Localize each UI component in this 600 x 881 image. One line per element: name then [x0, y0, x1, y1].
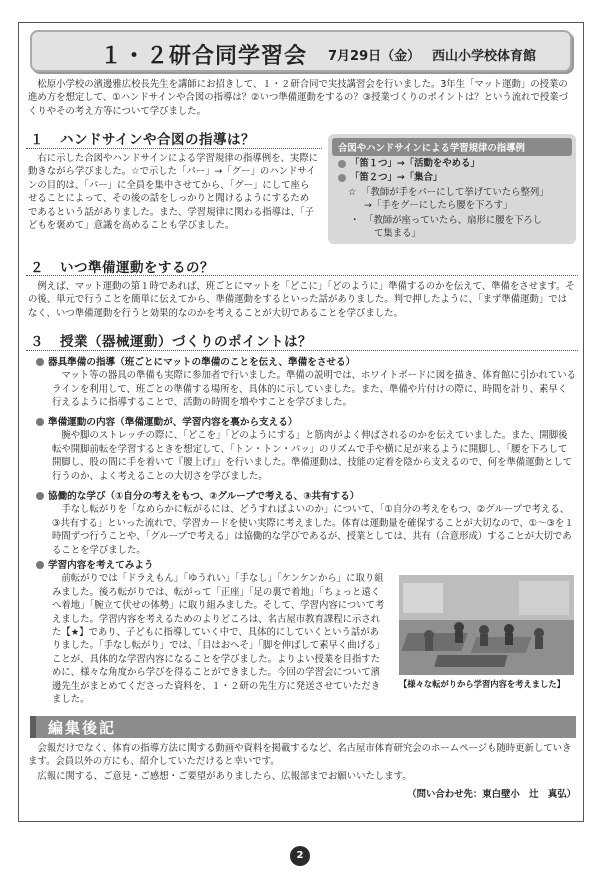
- section1-heading: [30, 128, 255, 148]
- sidebox-line-3: ☆ 「教師が手をパーにして挙げていたら整列」: [348, 187, 549, 198]
- section2-title: いつ準備運動をするの？: [60, 260, 214, 276]
- bullet-dot-icon: [36, 358, 44, 366]
- point-title: 協働的な学び（①自分の考えをもつ、②グループで考える、③共有する）: [28, 490, 576, 503]
- editorial-text-2: 広報に関する、ご意見・ご感想・ご要望がありましたら、広報部までお願いいたします。: [37, 771, 412, 782]
- bullet-dot-icon: [36, 492, 44, 500]
- section3-title: 授業（器械運動）づくりのポイントは？: [60, 334, 312, 350]
- event-venue: 西山小学校体育館: [432, 49, 537, 64]
- title-banner: [30, 30, 572, 72]
- photo-caption: 【様々な転がりから学習内容を考えました】: [399, 679, 565, 689]
- point-body: マット等の器具の準備も実際に参加者で行いました。準備の説明では、ホワイトボードに図を描き、体育館に引かれているラインを利用して、班ごとの準備する場所を、具体的に示していました。また、準備や片付けの際に、時間を計り、素早く行えるように指導することで、活動の時間を増やすことを学びました。: [52, 370, 576, 409]
- section2-heading: [30, 256, 214, 276]
- contact-info: （問い合わせ先：東白壁小 辻 真弘）: [407, 789, 576, 800]
- section1-title: ハンドサインや合図の指導は？: [60, 132, 256, 148]
- sidebox-title: 合図やハンドサインによる学習規律の指導例: [332, 138, 572, 156]
- point-item-collaborative: [28, 490, 576, 557]
- point-body: 手なし転がりを「なめらかに転がるには、どうすればよいのか」について、「①自分の考えをもつ、②グループで考える、③共有する」といった流れで、学習カードを使い実際に考えました。体育は運動量を確保することが大切なので、①～③を１時間ずつ行うことや、「グループで考える」は協働的な学びであるが、授業としては、共有（合意形成）することが大切であることを学びました。: [52, 504, 574, 556]
- point-item-equipment: [28, 356, 576, 410]
- event-date: 7月29日（金）: [328, 49, 421, 64]
- sidebox-line-6: て集まる」: [374, 228, 421, 239]
- sidebox-line-1: 「笛１つ」→「活動をやめる」: [338, 158, 480, 171]
- section2-rule: [26, 275, 578, 276]
- section1-number: １: [30, 132, 44, 148]
- point-title: 準備運動の内容（準備運動が、学習内容を裏から支える）: [28, 416, 576, 429]
- bullet-dot-icon: [338, 174, 346, 182]
- point-title: 器具準備の指導（班ごとにマットの準備のことを伝え、準備をさせる）: [28, 356, 576, 369]
- bullet-dot-icon: [36, 561, 44, 569]
- sidebox-line-5: ・ 「教師が座っていたら、扇形に腰を下ろし: [350, 215, 543, 226]
- bullet-dot-icon: [338, 160, 346, 168]
- sidebox-line-4: →「手をグーにしたら腰を下ろす」: [364, 200, 513, 211]
- page-title: １・２研合同学習会: [100, 44, 308, 69]
- section3-number: ３: [30, 334, 44, 350]
- editorial-banner: [30, 716, 576, 738]
- section3-heading: [30, 330, 312, 350]
- section2-number: ２: [30, 260, 44, 276]
- section1-text: 右に示した合図やハンドサインによる学習規律の指導例を、実際に動きながら学びました。☆で示した「パー」→「グー」のハンドサインの目的は、「パー」に全員を集中させてから、「グー」にして座らせることによって、その後の話をしっかりと聞けるようにするためであるという話がありました。また、学習規律に関わる指導は、「子どもを褒めて」意識を高めることも学びました。: [28, 153, 318, 232]
- page-number: 2: [290, 846, 310, 866]
- section1-rule: [26, 148, 322, 149]
- sidebox-line-2: 「笛２つ」→「集合」: [338, 172, 442, 185]
- editorial-text: 会報だけでなく、体育の指導方法に関する動画や資料を掲載するなど、名古屋市体育研究会のホームページも随時更新していきます。会員以外の方にも、紹介していただけると幸いです。: [28, 743, 572, 768]
- gym-photo: [399, 575, 574, 675]
- editorial-title: 編集後記: [48, 719, 117, 737]
- intro-paragraph: 松原小学校の濱邊雅広校長先生を講師にお招きして、１・２研合同で実技講習会を行いました。3年生「マット運動」の授業の進め方を想定して、①ハンドサインや合図の指導は？②いつ準備運動をするの？③授業づくりのポイントは？という流れで授業づくりやその考え方等について学びました。: [28, 79, 568, 117]
- bullet-dot-icon: [36, 418, 44, 426]
- point-body: 腕や脚のストレッチの際に、「どこを」「どのようにする」と筋肉がよく伸ばされるのかを伝えていました。また、開脚後転や開脚前転を学習するときを想定して、「トン・トン・パッ」のリズムで手や横に足が来るように開脚し、「腰を下ろして開脚し、股の間に手を着いて『腰上げ』」を行いました。準備運動は、技能の定着を陰から支えるので、何を準備運動として行うのか、よく考えることの大切さを学びました。: [52, 430, 573, 482]
- gym-photo-illustration: [399, 575, 574, 675]
- section3-rule: [26, 350, 578, 351]
- point-title: 学習内容を考えてみよう: [28, 559, 576, 572]
- point-body: 前転がりでは「ドラえもん」「ゆうれい」「手なし」「ケンケンから」に取り組みました。後ろ転がりでは、転がって「正座」「足の裏で着地」「ちょっと遠くへ着地」「腕立て伏せの体勢」に取り組みました。そして、学習内容について考えました。学習内容を考えるためのよりどころは、名古屋市教育課程に示された【★】であり、子どもに指導していく中で、具体的にしていくという話がありました。「手なし転がり」では、「目はおへそ」「脚を伸ばして素早く曲げる」ことが、具体的な学習内容になることを学びました。よりよい授業を目指すために、様々な角度から学びを得ることができました。今回の学習会について濱邊先生がまとめてくださった資料を、１・２研の先生方に発送させていただきました。: [52, 573, 385, 706]
- point-item-warmup: [28, 416, 576, 483]
- hand-signal-examples-box: [328, 134, 576, 244]
- section2-text: 例えば、マット運動の第１時であれば、班ごとにマットを「どこに」「どのように」準備するのかを伝えて、準備をさせます。その後、単元で行うことを簡単に伝えてから、準備運動をするといった話がありました。判で押したように、「まず準備運動」ではなく、いつ準備運動を行うと効果的なのかを考えることが大切であることを学びました。: [28, 281, 575, 319]
